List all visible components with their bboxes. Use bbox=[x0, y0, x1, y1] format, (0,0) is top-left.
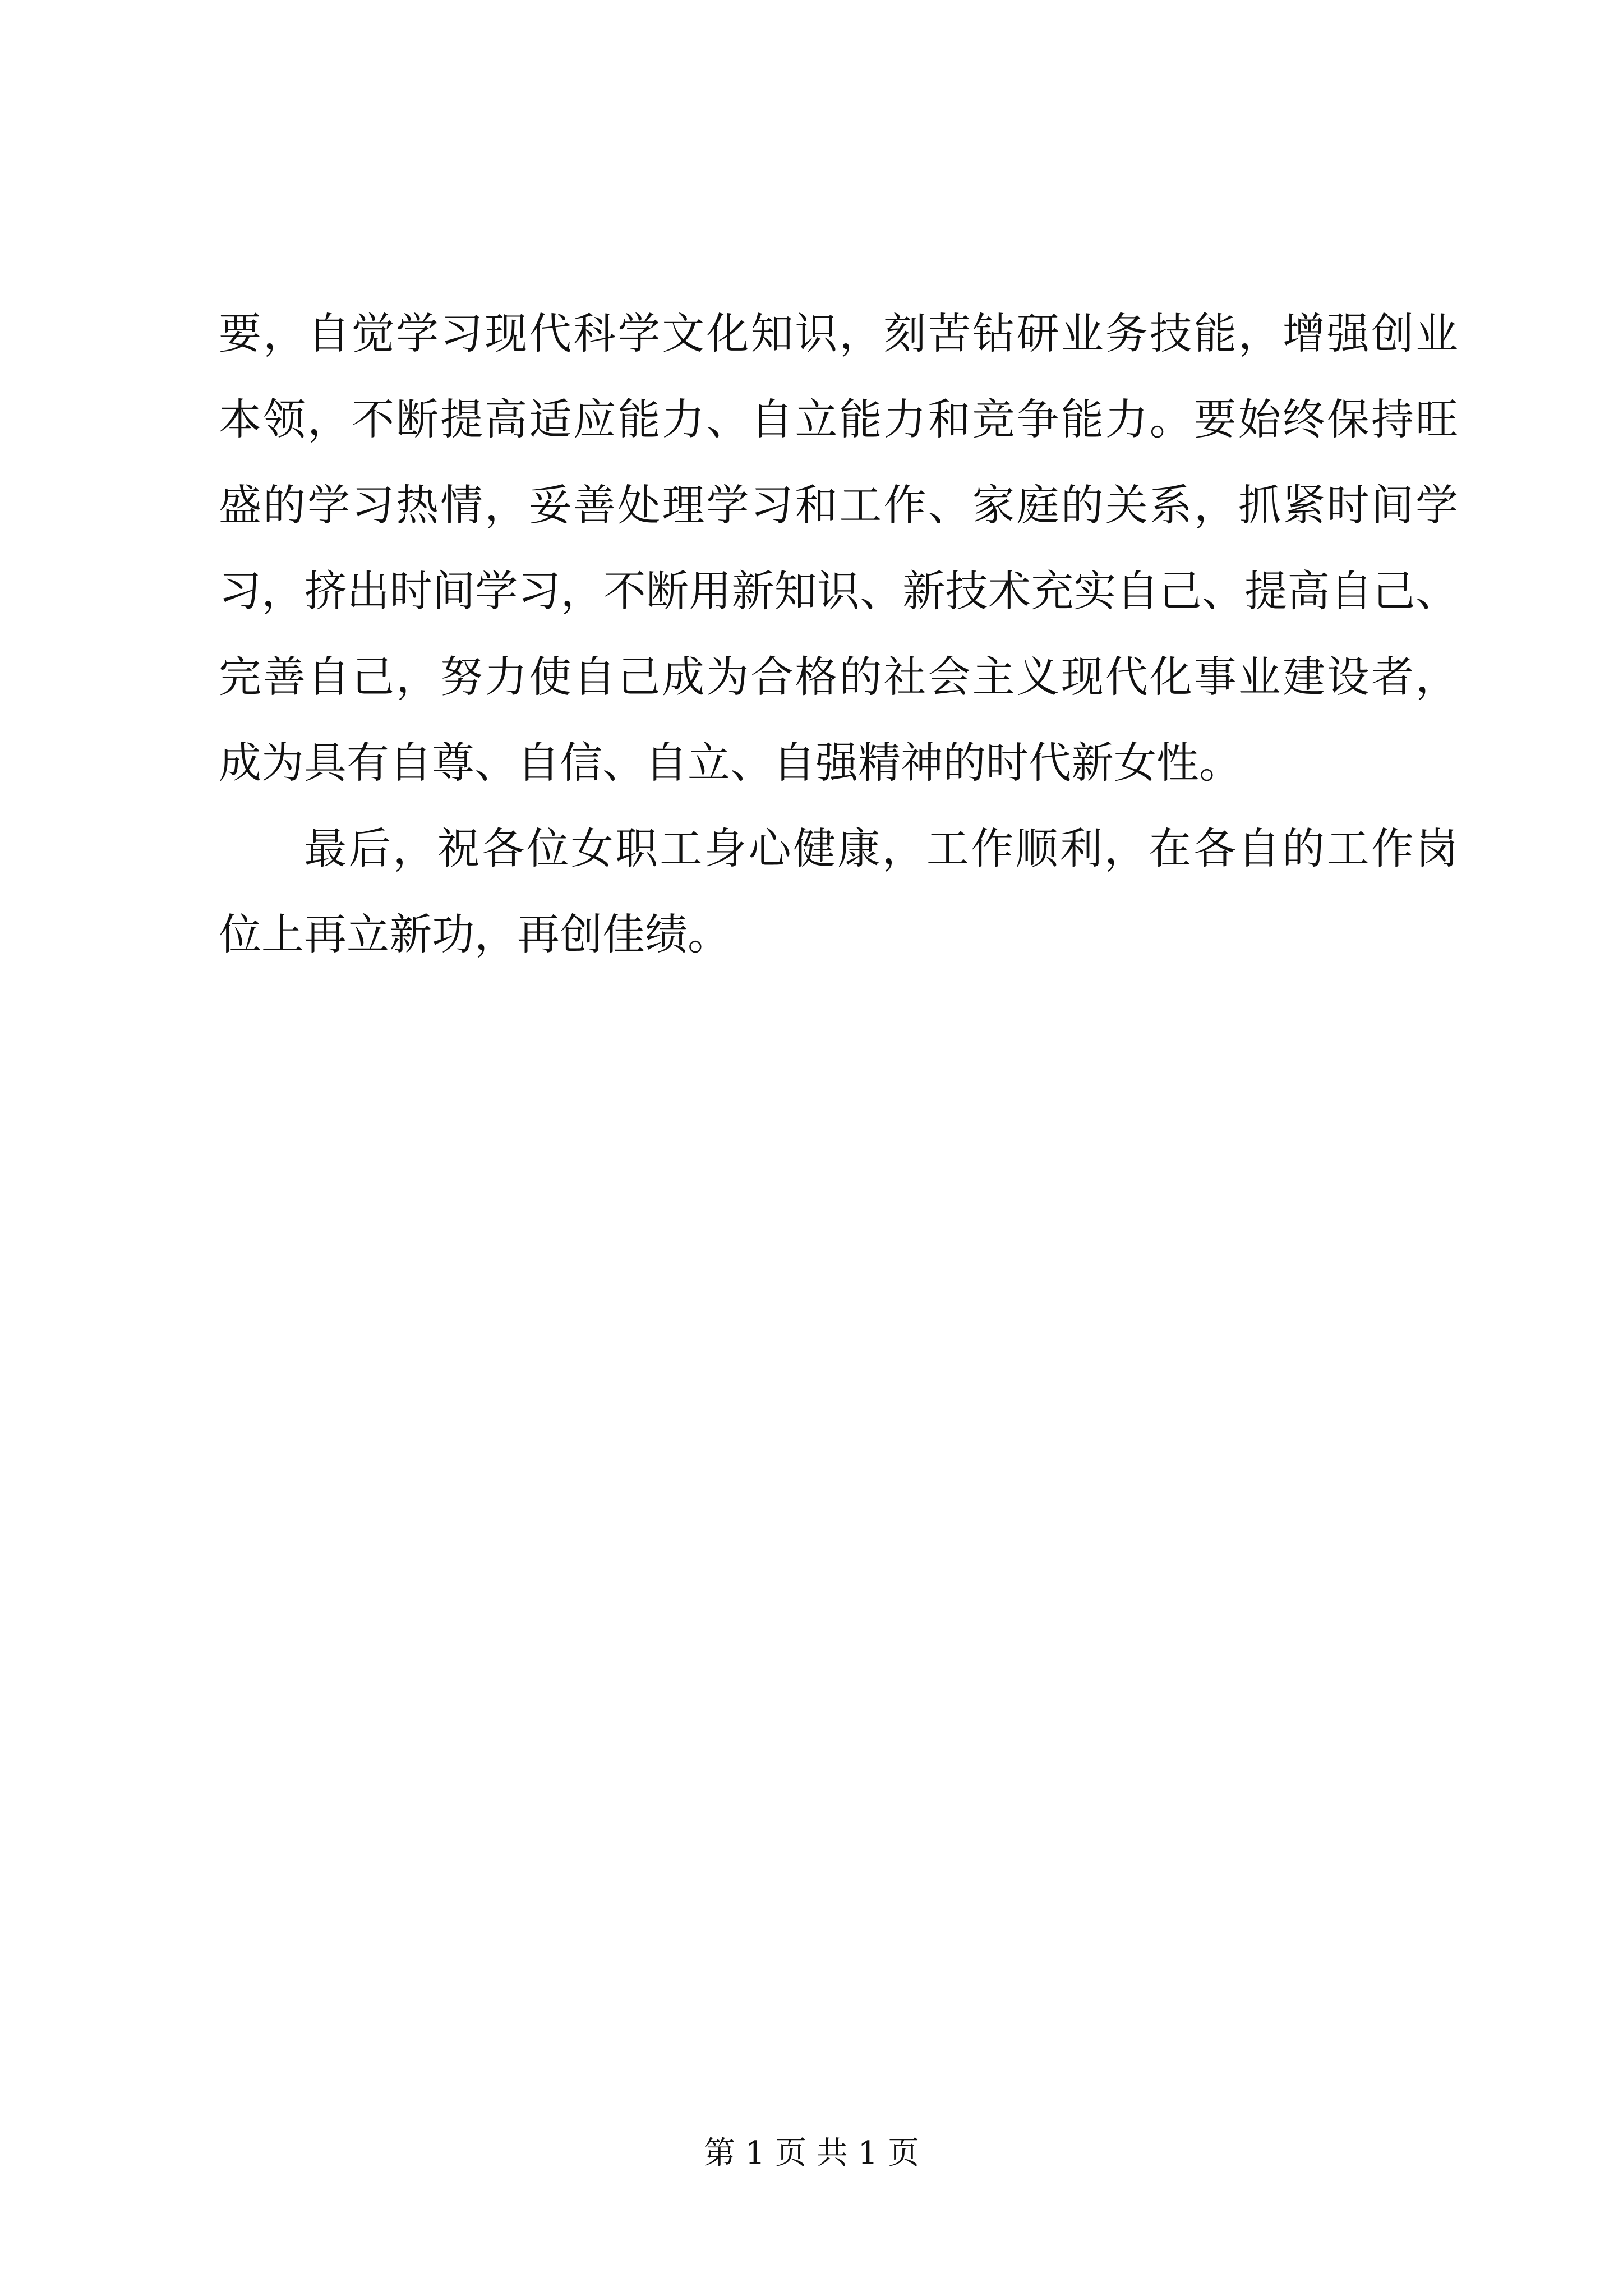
paragraph-1 bbox=[219, 291, 1458, 806]
text-line: 成为具有自尊、自信、自立、自强精神的时代新女性。 bbox=[219, 738, 1242, 788]
page-number-footer: 第 1 页 共 1 页 bbox=[703, 2135, 920, 2171]
text-line: 位上再立新功，再创佳绩。 bbox=[219, 909, 730, 959]
text-line: 要，自觉学习现代科学文化知识，刻苦钻研业务技能，增强创业 bbox=[219, 309, 1458, 358]
document-body bbox=[219, 291, 1458, 977]
paragraph-2 bbox=[219, 806, 1458, 977]
text-line: 完善自己，努力使自己成为合格的社会主义现代化事业建设者， bbox=[219, 652, 1458, 702]
text-line: 本领，不断提高适应能力、自立能力和竞争能力。要始终保持旺 bbox=[219, 394, 1458, 444]
text-line: 习，挤出时间学习，不断用新知识、新技术充实自己、提高自己、 bbox=[219, 566, 1458, 616]
text-line: 最后，祝各位女职工身心健康，工作顺利，在各自的工作岗 bbox=[304, 823, 1458, 873]
text-line: 盛的学习热情，妥善处理学习和工作、家庭的关系，抓紧时间学 bbox=[219, 480, 1458, 530]
